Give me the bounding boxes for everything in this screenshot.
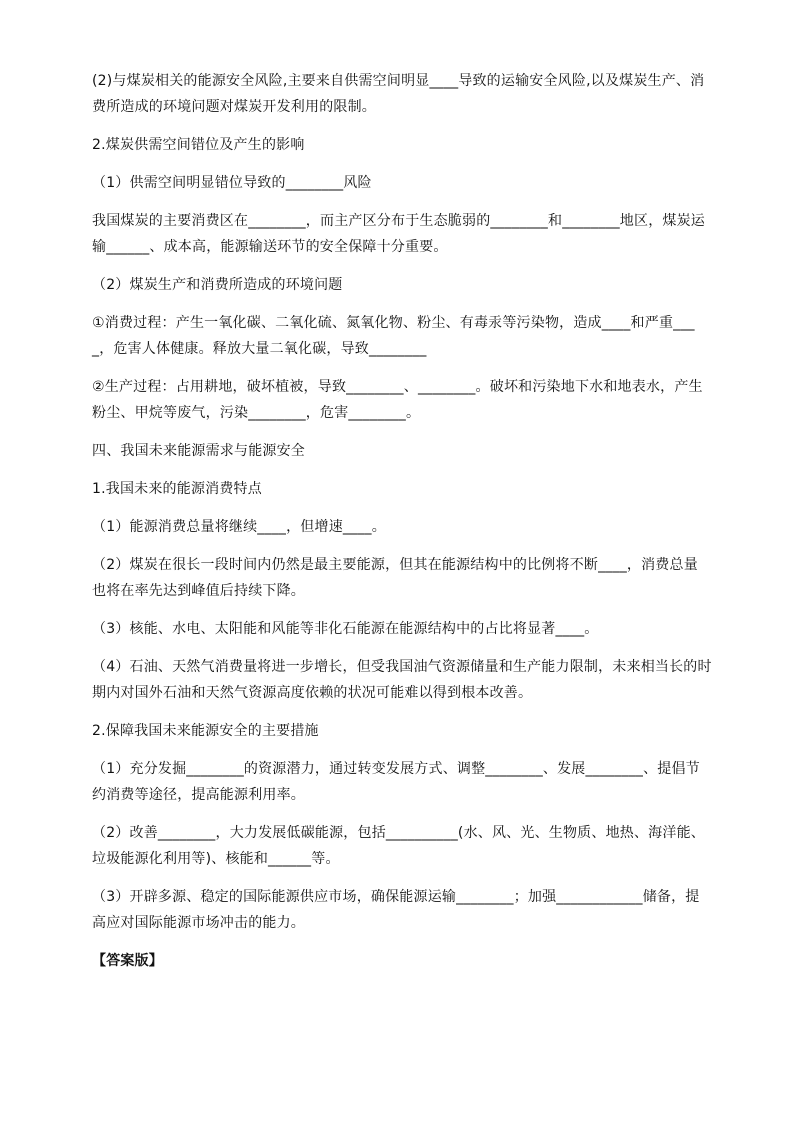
paragraph-transport-risk: （1）供需空间明显错位导致的________风险 [92, 175, 372, 191]
paragraph-total-consumption: （1）能源消费总量将继续____，但增速____。 [92, 519, 386, 535]
paragraph-nonfossil-share: （3）核能、水电、太阳能和风能等非化石能源在能源结构中的占比将显著____。 [92, 621, 599, 637]
paragraph-production-process: ②生产过程：占用耕地，破坏植被，导致________、________。破坏和污染地下水和地表水，产生粉尘、甲烷等废气，污染________，危害________。 [92, 379, 703, 421]
heading-section-four: 四、我国未来能源需求与能源安全 [92, 443, 305, 459]
paragraph-coal-share: （2）煤炭在很长一段时间内仍然是最主要能源，但其在能源结构中的比例将不断____，消费总量也将在率先达到峰值后持续下降。 [92, 557, 698, 599]
paragraph-measure-1: （1）充分发掘________的资源潜力，通过转变发展方式、调整________、发展________、提倡节约消费等途径，提高能源利用率。 [92, 761, 700, 803]
paragraph-consumption-process: ①消费过程：产生一氧化碳、二氧化硫、氮氧化物、粉尘、有毒汞等污染物，造成____和严重____，危害人体健康。释放大量二氧化碳，导致________ [92, 315, 695, 357]
paragraph-oil-gas: （4）石油、天然气消费量将进一步增长，但受我国油气资源储量和生产能力限制，未来相当长的时期内对国外石油和天然气资源高度依赖的状况可能难以得到根本改善。 [92, 659, 712, 701]
heading-security-measures: 2.保障我国未来能源安全的主要措施 [92, 723, 319, 739]
paragraph-measure-2: （2）改善________，大力发展低碳能源，包括__________(水、风、光、生物质、地热、海洋能、垃圾能源化利用等)、核能和______等。 [92, 825, 705, 867]
paragraph-env-problems: （2）煤炭生产和消费所造成的环境问题 [92, 277, 343, 293]
paragraph-consumption-area: 我国煤炭的主要消费区在________，而主产区分布于生态脆弱的________和________地区，煤炭运输______、成本高，能源输送环节的安全保障十分重要。 [92, 213, 705, 255]
heading-future-consumption: 1.我国未来的能源消费特点 [92, 481, 262, 497]
document-page [92, 68, 712, 986]
heading-coal-mismatch: 2.煤炭供需空间错位及产生的影响 [92, 137, 305, 153]
paragraph-measure-3: （3）开辟多源、稳定的国际能源供应市场，确保能源运输________；加强____________储备，提高应对国际能源市场冲击的能力。 [92, 889, 700, 931]
answer-version-label: 【答案版】 [92, 953, 163, 969]
paragraph-coal-risk: (2)与煤炭相关的能源安全风险,主要来自供需空间明显____导致的运输安全风险,以及煤炭生产、消费所造成的环境问题对煤炭开发利用的限制。 [92, 73, 705, 115]
